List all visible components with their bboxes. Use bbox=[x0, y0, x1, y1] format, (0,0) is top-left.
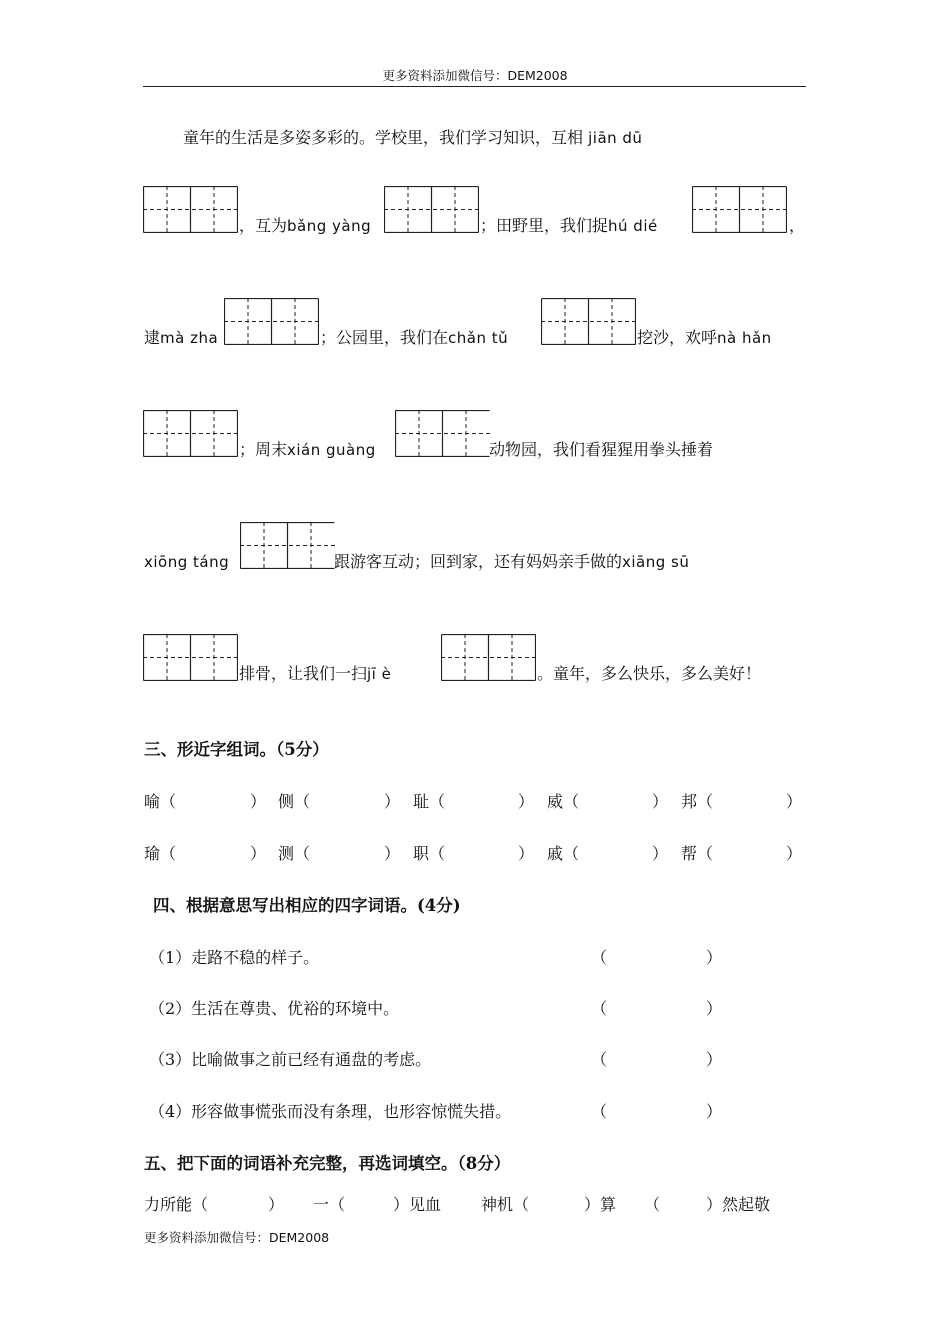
section-3-title: 三、形近字组词。（5分） bbox=[144, 740, 329, 759]
char-item: 测（ bbox=[278, 844, 311, 863]
page-header: 更多资料添加微信号：DEM2008 bbox=[382, 68, 568, 83]
answer-close: ） bbox=[706, 1102, 723, 1121]
passage-text: ；田野里，我们捉 bbox=[480, 216, 609, 235]
passage-text: 童年的生活是多姿多彩的。学校里，我们学习知识，互相 bbox=[183, 128, 584, 147]
passage-text: 跟游客互动；回到家，还有妈妈亲手做的 bbox=[334, 552, 623, 571]
writing-box[interactable] bbox=[143, 410, 237, 456]
idiom-part: （ bbox=[644, 1195, 661, 1214]
passage-text: ；周末 bbox=[239, 440, 288, 459]
blank-close: ） bbox=[786, 844, 803, 863]
idiom-part: ）然起敬 bbox=[706, 1195, 771, 1214]
header-divider bbox=[143, 86, 806, 87]
passage-line-5 bbox=[334, 552, 689, 572]
blank-close: ） bbox=[652, 844, 669, 863]
passage-text: 逮 bbox=[144, 328, 161, 347]
writing-box[interactable] bbox=[441, 634, 535, 680]
page-footer: 更多资料添加微信号：DEM2008 bbox=[144, 1230, 330, 1245]
writing-box[interactable] bbox=[384, 186, 478, 232]
passage-line-3b bbox=[320, 328, 508, 348]
section-5-title: 五、把下面的词语补充完整，再选词填空。（8分） bbox=[144, 1154, 511, 1173]
answer-close: ） bbox=[706, 1050, 723, 1069]
passage-line-3a bbox=[144, 328, 218, 348]
pinyin-prompt bbox=[144, 552, 229, 572]
question-text: （4）形容做事慌张而没有条理，也形容惊慌失措。 bbox=[149, 1102, 512, 1121]
passage-line-1 bbox=[183, 128, 642, 148]
passage-line-2a bbox=[239, 216, 371, 236]
writing-box[interactable] bbox=[143, 634, 237, 680]
char-item: 帮（ bbox=[681, 844, 714, 863]
passage-text: ；公园里，我们在 bbox=[320, 328, 449, 347]
char-item: 邦（ bbox=[681, 792, 714, 811]
question-text: （2）生活在尊贵、优裕的环境中。 bbox=[149, 999, 400, 1018]
section-4-title: 四、根据意思写出相应的四字词语。(4分) bbox=[153, 896, 461, 915]
idiom-part: ）算 bbox=[584, 1195, 617, 1214]
passage-text: ， bbox=[789, 216, 806, 235]
answer-open: （ bbox=[591, 948, 608, 967]
idiom-part: 一（ bbox=[313, 1195, 346, 1214]
passage-line-6a bbox=[239, 664, 391, 684]
answer-close: ） bbox=[706, 999, 723, 1018]
pinyin-prompt: nà hǎn bbox=[717, 329, 772, 347]
blank-close: ） bbox=[518, 844, 535, 863]
blank-close: ） bbox=[518, 792, 535, 811]
pinyin-prompt: chǎn tǔ bbox=[448, 329, 509, 347]
pinyin-prompt: xiōng táng bbox=[144, 553, 230, 571]
writing-box[interactable] bbox=[541, 298, 635, 344]
passage-text: 。童年，多么快乐，多么美好！ bbox=[537, 664, 762, 683]
blank-close: ） bbox=[652, 792, 669, 811]
writing-box[interactable] bbox=[240, 522, 334, 568]
blank-close: ） bbox=[250, 844, 267, 863]
blank-close: ） bbox=[384, 844, 401, 863]
idiom-part: ） bbox=[268, 1195, 285, 1214]
question-text: （3）比喻做事之前已经有通盘的考虑。 bbox=[149, 1050, 432, 1069]
char-item: 瑜（ bbox=[144, 844, 177, 863]
answer-open: （ bbox=[591, 1050, 608, 1069]
passage-text: 挖沙，欢呼 bbox=[637, 328, 718, 347]
pinyin-prompt: xián guàng bbox=[287, 441, 376, 459]
writing-box[interactable] bbox=[395, 410, 489, 456]
pinyin-prompt: mà zha bbox=[160, 329, 219, 347]
char-item: 侧（ bbox=[278, 792, 311, 811]
writing-box[interactable] bbox=[224, 298, 318, 344]
char-item: 戚（ bbox=[547, 844, 580, 863]
pinyin-prompt: xiāng sū bbox=[622, 553, 690, 571]
writing-box[interactable] bbox=[143, 186, 237, 232]
pinyin-prompt: hú dié bbox=[608, 217, 658, 235]
idiom-part: 力所能（ bbox=[144, 1195, 209, 1214]
char-item: 职（ bbox=[413, 844, 446, 863]
idiom-part: ）见血 bbox=[393, 1195, 442, 1214]
passage-line-2b bbox=[480, 216, 658, 236]
pinyin-prompt: jī è bbox=[367, 665, 392, 683]
blank-close: ） bbox=[786, 792, 803, 811]
passage-text: ，互为 bbox=[239, 216, 288, 235]
answer-close: ） bbox=[706, 948, 723, 967]
answer-open: （ bbox=[591, 1102, 608, 1121]
char-item: 耻（ bbox=[413, 792, 446, 811]
writing-box[interactable] bbox=[692, 186, 786, 232]
blank-close: ） bbox=[384, 792, 401, 811]
passage-line-3c bbox=[637, 328, 772, 348]
char-item: 喻（ bbox=[144, 792, 177, 811]
pinyin-prompt: bǎng yàng bbox=[287, 217, 372, 235]
blank-close: ） bbox=[250, 792, 267, 811]
pinyin-prompt: jiān dū bbox=[588, 129, 643, 147]
question-text: （1）走路不稳的样子。 bbox=[149, 948, 320, 967]
idiom-part: 神机（ bbox=[481, 1195, 530, 1214]
passage-text: 排骨，让我们一扫 bbox=[239, 664, 368, 683]
passage-line-4a bbox=[239, 440, 376, 460]
answer-open: （ bbox=[591, 999, 608, 1018]
char-item: 威（ bbox=[547, 792, 580, 811]
passage-text: 动物园，我们看猩猩用拳头捶着 bbox=[489, 440, 714, 459]
